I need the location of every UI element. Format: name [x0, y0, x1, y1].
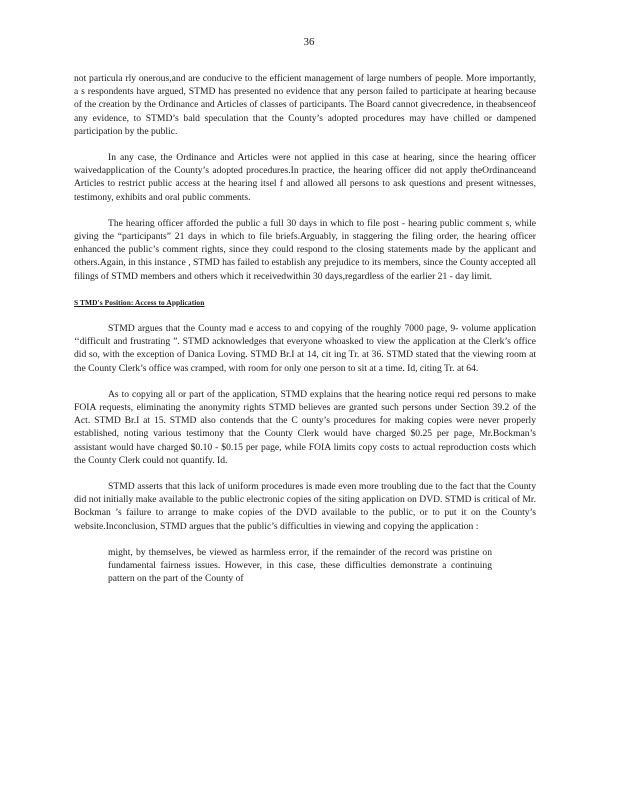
paragraph-continued: not particula rly onerous,and are conducive to the efficient management of large numbers of people. More importantly, a s respondents have argued, STMD has presented no evidence that any person failed to participate at hearing because of the creation by the Ordinance and Articles of classes of participants. The Board cannot givecredence, in theabsenceof any evidence, to STMD’s bald speculation that the County’s adopted procedures may have chilled or dampened participation by the public. [74, 73, 536, 137]
section-heading [74, 296, 536, 309]
paragraph: In any case, the Ordinance and Articles were not applied in this case at hearing, since the hearing officer waivedapplication of the County’s adopted procedures.In practice, the hearing officer did not apply theOrdinanceand Articles to restrict public access at the hearing itsel f and allowed all persons to ask questions and present witnesses, testimony, exhibits and oral public comments. [74, 152, 536, 203]
section-heading-text: S TMD's Position: Access to Application [74, 297, 205, 307]
page-number: 36 [303, 36, 315, 48]
block-quote: might, by themselves, be viewed as harmless error, if the remainder of the record was pristine on fundamental fairness issues. However, in this case, these difficulties demonstrate a continuing pattern on the part of the County of [108, 546, 492, 585]
paragraph: The hearing officer afforded the public a full 30 days in which to file post - hearing public comment s, while giving the “participants” 21 days in which to file briefs.Arguably, in staggering the filing order, the hearing officer enhanced the public’s comment rights, since they could respond to the closing statements made by the applicant and others.Again, in this instance , STMD has failed to establish any prejudice to its members, since the County accepted all filings of STMD members and others which it receivedwithin 30 days,regardless of the earlier 21 - day limit. [74, 217, 536, 282]
document-body [74, 72, 536, 586]
paragraph: As to copying all or part of the application, STMD explains that the hearing notice requi red persons to make FOIA requests, eliminating the anonymity rights STMD believes are granted such persons under Section 39.2 of the Act. STMD Br.I at 15. STMD also contends that the C ounty’s procedures for making copies were never properly established, noting various testimony that the County Clerk would have charged $0.25 per page, Mr.Bockman’s assistant would have charged $0.10 - $0.15 per page, while FOIA limits copy costs to actual reproduction costs which the County Clerk could not quantify. Id. [74, 388, 536, 466]
paragraph: STMD asserts that this lack of uniform procedures is made even more troubling due to the fact that the County did not initially make available to the public electronic copies of the siting application on DVD. STMD is critical of Mr. Bockman ’s failure to arrange to make copies of the DVD available to the public, or to put it on the County’s website.Inconclusion, STMD argues that the public’s difficulties in viewing and copying the application : [74, 481, 536, 532]
paragraph: STMD argues that the County mad e access to and copying of the roughly 7000 page, 9- volume application ‘‘difficult and frustrating ”. STMD acknowledges that everyone whoasked to view the application at the Clerk’s office did so, with the exception of Danica Loving. STMD Br.I at 14, cit ing Tr. at 36. STMD stated that the viewing room at the County Clerk’s office was cramped, with room for only one person to sit at a time. Id, citing Tr. at 64. [74, 323, 536, 374]
